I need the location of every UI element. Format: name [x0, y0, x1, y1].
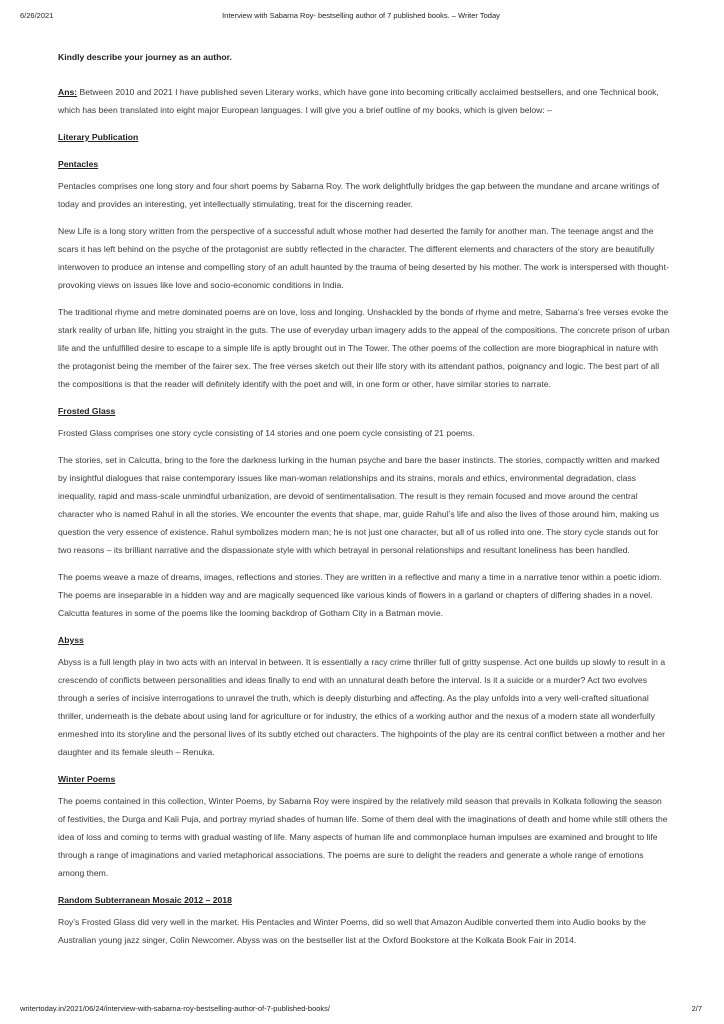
section-heading: Frosted Glass [58, 406, 116, 416]
section-frosted-glass [58, 402, 670, 622]
section-abyss [58, 631, 670, 761]
section-heading: Random Subterranean Mosaic 2012 – 2018 [58, 895, 232, 905]
paragraph: The traditional rhyme and metre dominated poems are on love, loss and longing. Unshackled by the bonds of rhyme and metre, Sabarna’s free verses evoke the stark reality of urban life, hitting you straight in the guts. The use of everyday urban imagery adds to the appeal of the compositions. The concrete prison of urban life and the unfulfilled desire to escape to a simple life is aptly brought out in The Tower. The other poems of the collection are more biographical in nature with the protagonist being the member of the fairer sex. The free verses sketch out their life story with its attendant pathos, poignancy and logic. The best part of all the compositions is that the reader will definitely identify with the poet and will, in one form or other, have similar stories to narrate. [58, 307, 670, 389]
paragraph: Pentacles comprises one long story and four short poems by Sabarna Roy. The work delightfully bridges the gap between the mundane and arcane writings of today and provides an interesting, yet intellectually stimulating, treat for the discerning reader. [58, 181, 660, 209]
answer-intro [58, 83, 670, 119]
section-heading: Pentacles [58, 159, 99, 169]
paragraph: Abyss is a full length play in two acts with an interval in between. It is essentially a racy crime thriller full of gritty suspense. Act one builds up slowly to result in a crescendo of conflicts between personalities and ideas finally to end with an unnatural death before the interval. Is it a suicide or a murder? Act two evolves through a series of incisive interrogations to unravel the truth, which is deeply disturbing and affecting. As the play unfolds into a very well-crafted situational thriller, underneath is the debate about using land for agriculture or for industry, the ethics of a working author and the nexus of a modern state all wonderfully enmeshed into its storyline and the personal lives of its subtly etched out characters. The highpoints of the play are its central conflict between a mother and her daughter and its female sleuth – Renuka. [58, 657, 666, 757]
print-header [20, 11, 702, 23]
section-random-subterranean-mosaic [58, 891, 670, 949]
page-number: 2/7 [691, 1004, 702, 1013]
paragraph: Roy’s Frosted Glass did very well in the market. His Pentacles and Winter Poems, did so well that Amazon Audible converted them into Audio books by the Australian young jazz singer, Colin Newcomer. Abyss was on the bestseller list at the Oxford Bookstore at the Kolkata Book Fair in 2014. [58, 917, 646, 945]
paragraph: New Life is a long story written from the perspective of a successful adult whose mother had deserted the family for another man. The teenage angst and the scars it has left behind on the psyche of the protagonist are subtly reflected in the character. The different elements and characters of the story are beautifully interwoven to produce an intense and compelling story of an adult haunted by the trauma of being deserted by his mother. The work is interspersed with thought-provoking views on issues like love and socio-economic conditions in India. [58, 226, 669, 290]
section-winter-poems [58, 770, 670, 882]
print-page-title: Interview with Sabarna Roy- bestselling author of 7 published books. – Writer Today [222, 11, 500, 20]
paragraph: The poems contained in this collection, Winter Poems, by Sabarna Roy were inspired by the relatively mild season that prevails in Kolkata following the season of festivities, the Durga and Kali Puja, and portray myriad shades of human life. Some of them deal with the imaginations of death and home while still others the idea of loss and coming to terms with gradual wasting of life. Many aspects of human life and commonplace human impulses are examined and brought to life through a range of imaginations and varied metaphorical associations. The poems are sure to delight the readers and generate a whole range of emotions among them. [58, 796, 668, 878]
paragraph: Frosted Glass comprises one story cycle consisting of 14 stories and one poem cycle consisting of 21 poems. [58, 428, 475, 438]
paragraph: The poems weave a maze of dreams, images, reflections and stories. They are written in a reflective and many a time in a narrative tenor within a poetic idiom. The poems are inseparable in a hidden way and are magically sequenced like various kinds of flowers in a garland or chapters of differing shades in a novel. Calcutta features in some of the poems like the looming backdrop of Gotham City in a Batman movie. [58, 572, 662, 618]
answer-label: Ans: [58, 87, 78, 97]
print-footer [20, 1004, 702, 1016]
article-body [58, 48, 670, 958]
literary-publication-heading: Literary Publication [58, 132, 139, 142]
paragraph: The stories, set in Calcutta, bring to the fore the darkness lurking in the human psyche and bare the baser instincts. The stories, compactly written and marked by insightful dialogues that raise contemporary issues like man-woman relationships and its strains, morals and ethics, environmental degradation, class inequality, rapid and mass-scale unmindful urbanization, are devoid of sentimentalisation. The result is they remain focused and move around the central character who is named Rahul in all the stories. We encounter the events that shape, mar, guide Rahul’s life and also the lives of those around him, making us question the very essence of existence. Rahul symbolizes modern man; he is not just one character, but all of us rolled into one. The story cycle stands out for two reasons – its brilliant narrative and the dispassionate style with which betrayal in personal relationships and resultant loneliness has been handled. [58, 455, 660, 555]
section-pentacles [58, 155, 670, 393]
page-url: writertoday.in/2021/06/24/interview-with-sabarna-roy-bestselling-author-of-7-published-books/ [20, 1004, 331, 1013]
interview-question: Kindly describe your journey as an author. [58, 52, 232, 62]
section-heading: Abyss [58, 635, 84, 645]
print-date: 6/26/2021 [20, 11, 54, 20]
answer-text: Between 2010 and 2021 I have published seven Literary works, which have gone into becoming critically acclaimed bestsellers, and one Technical book, which has been translated into eight major European languages. I will give you a brief outline of my books, which is given below: – [58, 87, 659, 115]
section-heading: Winter Poems [58, 774, 116, 784]
